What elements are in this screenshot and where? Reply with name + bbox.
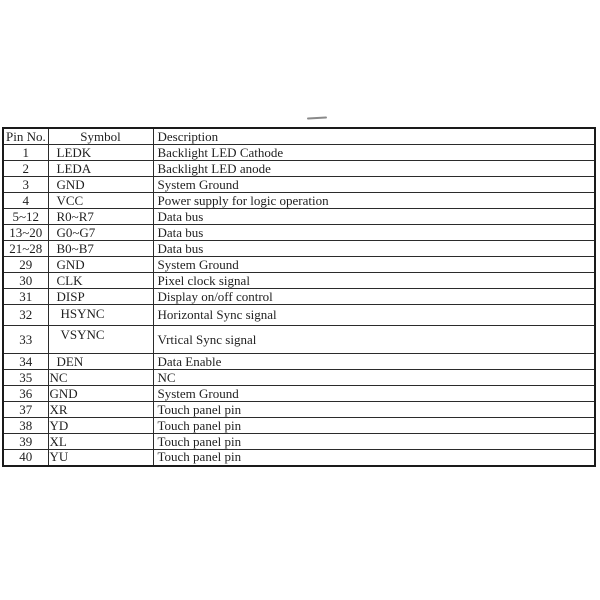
table-row <box>3 434 595 450</box>
pin-cell: 4 <box>3 193 48 209</box>
pin-cell: 34 <box>3 354 48 370</box>
pin-cell: 30 <box>3 273 48 289</box>
description-cell: Touch panel pin <box>153 418 595 434</box>
description-cell: System Ground <box>153 177 595 193</box>
symbol-cell: NC <box>48 370 153 386</box>
pin-cell: 31 <box>3 289 48 305</box>
description-cell: Touch panel pin <box>153 402 595 418</box>
symbol-cell: GND <box>48 386 153 402</box>
description-cell: Power supply for logic operation <box>153 193 595 209</box>
table-row <box>3 386 595 402</box>
symbol-cell: GND <box>48 257 153 273</box>
table-row <box>3 161 595 177</box>
table-row <box>3 450 595 466</box>
symbol-cell: XR <box>48 402 153 418</box>
symbol-cell: VCC <box>48 193 153 209</box>
table-row <box>3 305 595 326</box>
description-cell: System Ground <box>153 257 595 273</box>
table-row <box>3 273 595 289</box>
pin-cell: 35 <box>3 370 48 386</box>
pin-cell: 2 <box>3 161 48 177</box>
description-cell: Touch panel pin <box>153 434 595 450</box>
description-cell: Backlight LED anode <box>153 161 595 177</box>
description-cell: Data Enable <box>153 354 595 370</box>
table-row <box>3 354 595 370</box>
symbol-cell: GND <box>48 177 153 193</box>
description-cell: Backlight LED Cathode <box>153 145 595 161</box>
pin-cell: 38 <box>3 418 48 434</box>
symbol-cell: YU <box>48 450 153 466</box>
description-cell: Vrtical Sync signal <box>153 326 595 354</box>
symbol-cell: VSYNC <box>48 326 153 354</box>
symbol-cell: B0~B7 <box>48 241 153 257</box>
description-cell: Display on/off control <box>153 289 595 305</box>
description-cell: Data bus <box>153 241 595 257</box>
header-pin-no: Pin No. <box>3 128 48 145</box>
symbol-cell: DISP <box>48 289 153 305</box>
table-row <box>3 402 595 418</box>
symbol-cell: CLK <box>48 273 153 289</box>
pin-cell: 29 <box>3 257 48 273</box>
description-cell: Data bus <box>153 209 595 225</box>
table-row <box>3 418 595 434</box>
symbol-cell: YD <box>48 418 153 434</box>
table-row <box>3 289 595 305</box>
table-row <box>3 370 595 386</box>
pin-cell: 33 <box>3 326 48 354</box>
table-header <box>3 128 595 145</box>
symbol-cell: DEN <box>48 354 153 370</box>
pin-cell: 39 <box>3 434 48 450</box>
pin-cell: 13~20 <box>3 225 48 241</box>
description-cell: Touch panel pin <box>153 450 595 466</box>
description-cell: Horizontal Sync signal <box>153 305 595 326</box>
description-cell: System Ground <box>153 386 595 402</box>
description-cell: NC <box>153 370 595 386</box>
table-row <box>3 241 595 257</box>
pin-cell: 32 <box>3 305 48 326</box>
table-row <box>3 326 595 354</box>
scan-smudge-mark <box>307 116 327 119</box>
description-cell: Pixel clock signal <box>153 273 595 289</box>
header-row <box>3 128 595 145</box>
symbol-cell: LEDA <box>48 161 153 177</box>
pin-cell: 37 <box>3 402 48 418</box>
symbol-cell: R0~R7 <box>48 209 153 225</box>
pinout-table <box>2 127 596 467</box>
symbol-cell: G0~G7 <box>48 225 153 241</box>
table-row <box>3 193 595 209</box>
symbol-cell: HSYNC <box>48 305 153 326</box>
pin-cell: 36 <box>3 386 48 402</box>
description-cell: Data bus <box>153 225 595 241</box>
pin-cell: 1 <box>3 145 48 161</box>
pin-cell: 40 <box>3 450 48 466</box>
table-row <box>3 225 595 241</box>
header-description: Description <box>153 128 595 145</box>
header-symbol: Symbol <box>48 128 153 145</box>
pin-cell: 21~28 <box>3 241 48 257</box>
table-row <box>3 145 595 161</box>
table-row <box>3 177 595 193</box>
pinout-table-body <box>3 145 595 466</box>
symbol-cell: LEDK <box>48 145 153 161</box>
table-row <box>3 209 595 225</box>
pin-cell: 3 <box>3 177 48 193</box>
table-row <box>3 257 595 273</box>
symbol-cell: XL <box>48 434 153 450</box>
pin-cell: 5~12 <box>3 209 48 225</box>
